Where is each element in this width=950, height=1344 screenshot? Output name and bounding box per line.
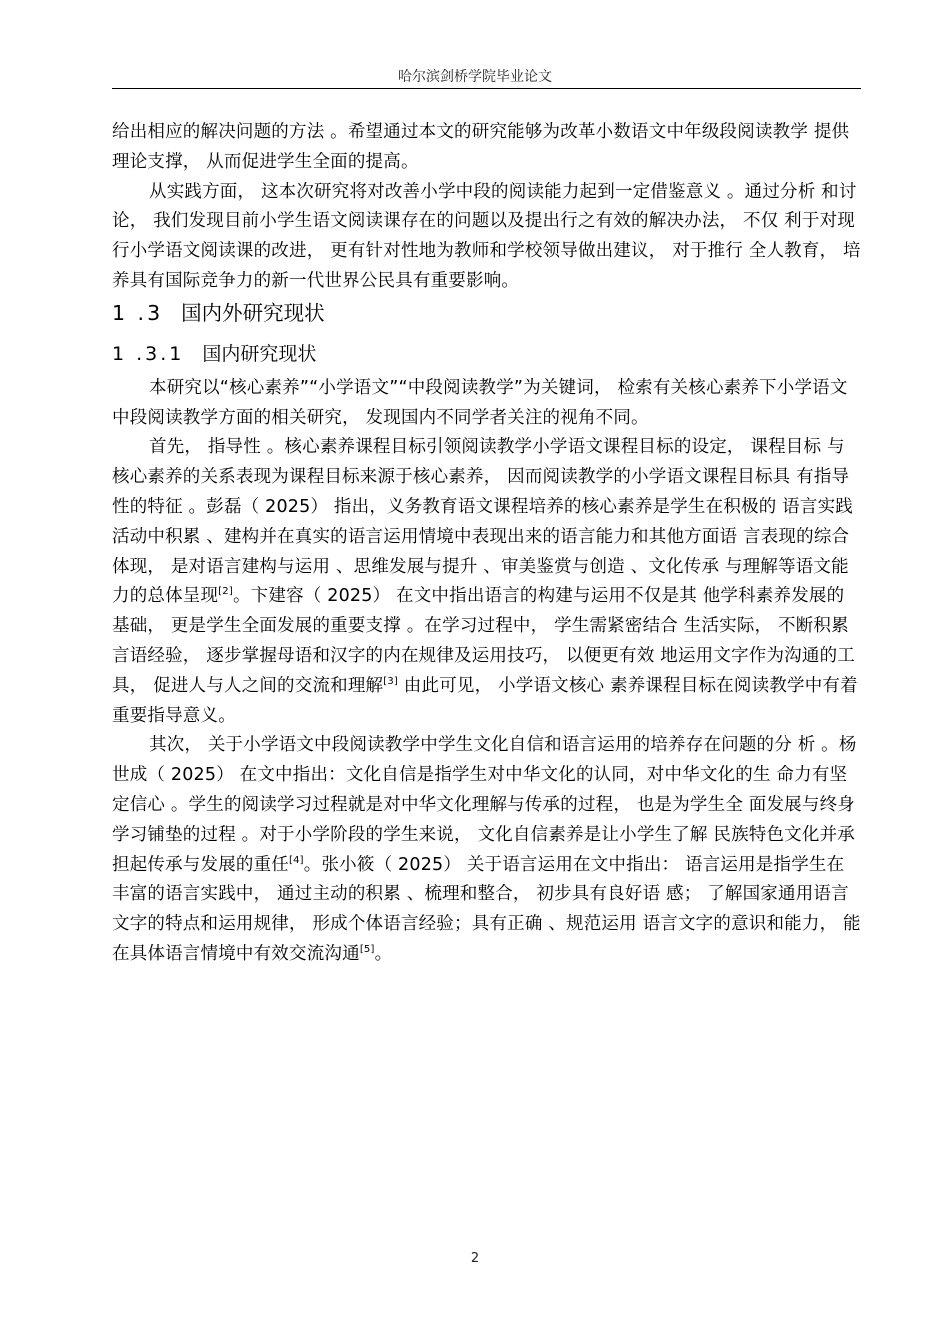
subsection-title: 国内研究现状 [202,342,317,365]
citation-3: [3] [383,675,399,687]
section-title: 国内外研究现状 [181,300,325,325]
paragraph-keywords: 本研究以“核心素养”“小学语文”“中段阅读教学”为关键词， 检索有关核心素养下小学语文中段阅读教学方面的相关研究， 发现国内不同学者关注的视角不同。 [112,377,848,428]
subsection-number: 1 .3.1 [112,342,185,365]
paragraph-cultural-confidence [112,731,861,969]
citation-5: [5] [359,943,375,955]
text-segment: 由此可见， 小学语文核心 素养课程目标在阅读教学中有着重要指导意义。 [112,675,858,726]
paragraph-continuation: 给出相应的解决问题的方法 。希望通过本文的研究能够为改革小数语文中年级段阅读教学 提供理论支撑， 从而促进学生全面的提高。 [112,122,850,172]
section-number: 1 .3 [112,300,164,325]
paragraph-practical-significance: 从实践方面， 这本次研究将对改善小学中段的阅读能力起到一定借鉴意义 。通过分析 和讨论， 我们发现目前小学生语文阅读课存在的问题以及提出行之有效的解决办法， 不仅 利于对现行小学语文阅读课的改进， 更有针对性地为教师和学校领导做出建议， 对于推行 全人教育， 培养具有国际竞争力的新一代世界公民具有重要影响。 [112,181,861,291]
body-text [112,118,861,970]
subsection-heading-1-3-1 [112,334,861,374]
section-heading-1-3 [112,294,861,332]
running-header: 哈尔滨剑桥学院毕业论文 [398,69,552,85]
text-segment: 其次， 关于小学语文中段阅读教学中学生文化自信和语言运用的培养存在问题的分 析 。杨世成（ 2025） 在文中指出：文化自信是指学生对中华文化的认同，对中华文化的生 命力有坚定信心 。学生的阅读学习过程就是对中华文化理解与传承的过程， 也是为学生全 面发展与终身学习铺垫的过程 。对于小学阶段的学生来说， 文化自信素养是让小学生了解 民族特色文化并承担起传承与发展的重任 [112,735,857,875]
text-segment: 。卞建容（ 2025） 在文中指出语言的构建与运用不仅是其 他学科素养发展的基础， 更是学生全面发展的重要支撑 。在学习过程中， 学生需紧密结合 生活实际， 不断积累言语经验， 逐步掌握母语和汉字的内在规律及运用技巧， 以便更有效 地运用文字作为沟通的工具， 促进人与人之间的交流和理解 [112,586,855,696]
text-segment: 首先， 指导性 。核心素养课程目标引领阅读教学小学语文课程目标的设定， 课程目标 与核心素养的关系表现为课程目标来源于核心素养， 因而阅读教学的小学语文课程目标具 有指导性的特征 。彭磊（ 2025） 指出，义务教育语文课程培养的核心素养是学生在积极的 语言实践活动中积累 、建构并在真实的语言运用情境中表现出来的语言能力和其他方面语 言表现的综合体现， 是对语言建构与运用 、思维发展与提升 、审美鉴赏与创造 、文化传承 与理解等语文能力的总体呈现 [112,437,853,607]
citation-4: [4] [289,854,304,866]
text-segment: 。张小筱（ 2025） 关于语言运用在文中指出： 语言运用是指学生在丰富的语言实践中， 通过主动的积累 、梳理和整合， 初步具有良好语 感； 了解国家通用语言文字的特点和运用规律， 形成个体语言经验；具有正确 、规范运用 语言文字的意识和能力， 能在具体语言情境中有效交流沟通 [112,854,861,964]
text-segment: 。 [374,943,393,964]
citation-2: [2] [218,586,233,598]
paragraph-guidance [112,433,861,731]
header-divider [112,88,861,89]
page-number: 2 [470,1251,480,1266]
